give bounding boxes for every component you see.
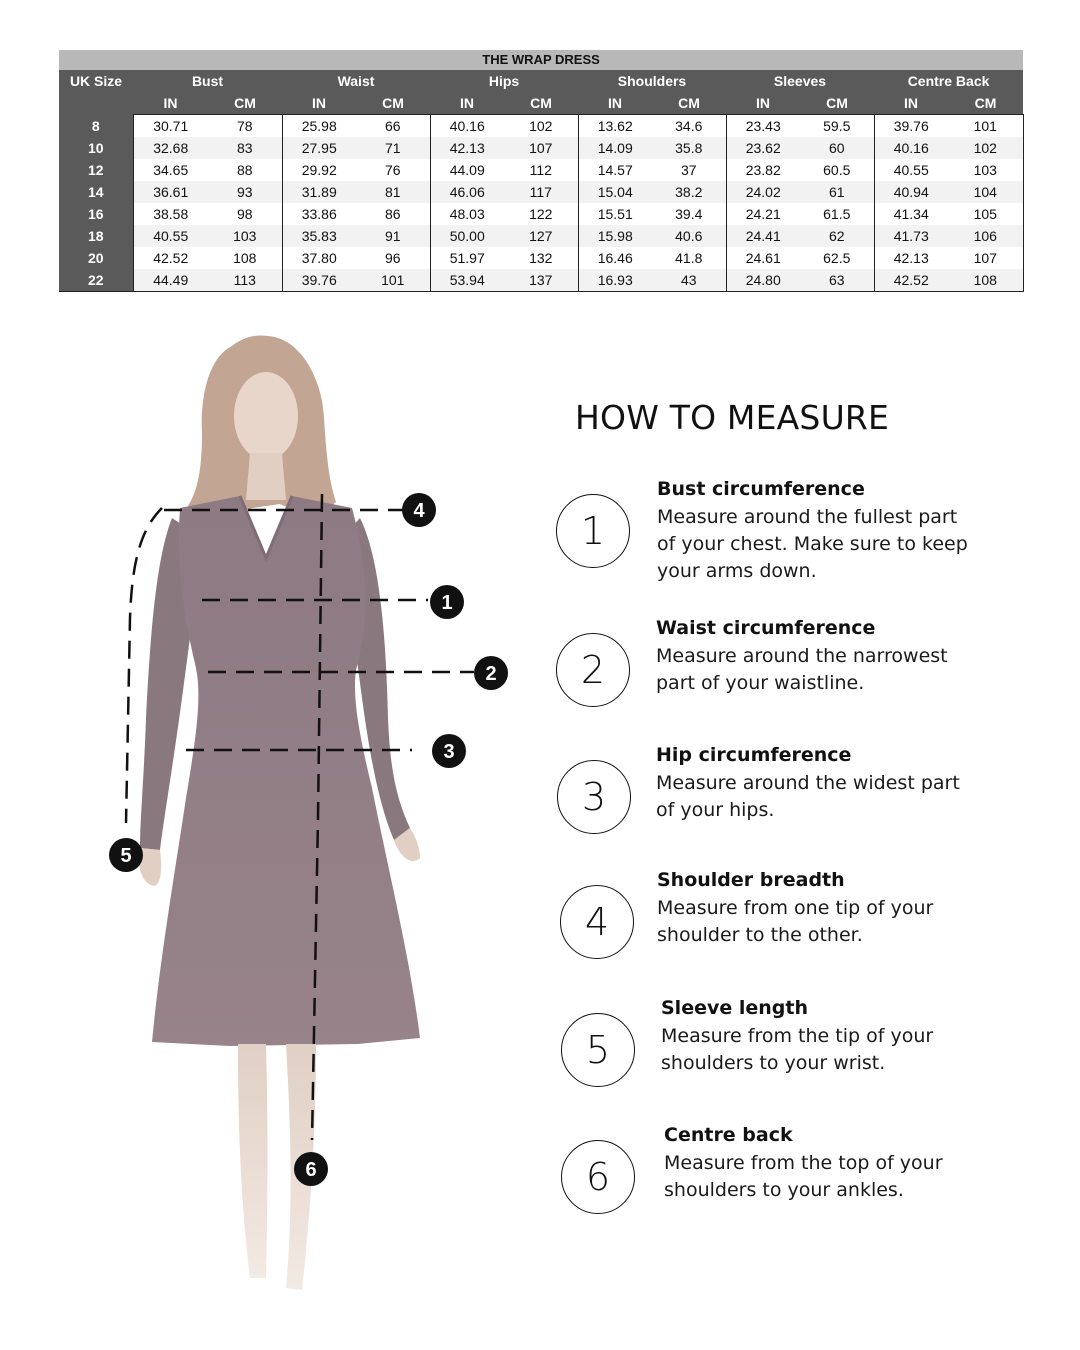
table-cell: 86 [356, 203, 430, 225]
step-number-circle: 1 [556, 494, 630, 568]
unit-header-empty [59, 92, 133, 115]
table-cell: 48.03 [430, 203, 504, 225]
table-cell: 29.92 [282, 159, 356, 181]
step-number-circle: 4 [560, 885, 634, 959]
size-chart-table [59, 50, 1024, 292]
svg-text:1: 1 [441, 592, 453, 614]
table-cell: 15.98 [578, 225, 652, 247]
table-cell: 122 [504, 203, 578, 225]
table-cell: 24.80 [726, 269, 800, 292]
unit-in-header: IN [133, 92, 208, 115]
table-cell: 98 [208, 203, 282, 225]
table-cell: 51.97 [430, 247, 504, 269]
table-row [59, 203, 1023, 225]
svg-text:6: 6 [305, 1159, 317, 1181]
table-cell: 25.98 [282, 115, 356, 138]
table-cell: 88 [208, 159, 282, 181]
table-cell: 61 [800, 181, 874, 203]
table-cell: 66 [356, 115, 430, 138]
table-cell: 60.5 [800, 159, 874, 181]
marker-1 [430, 585, 464, 619]
size-cell: 18 [59, 225, 133, 247]
table-cell: 50.00 [430, 225, 504, 247]
marker-4 [402, 493, 436, 527]
table-cell: 96 [356, 247, 430, 269]
table-cell: 41.8 [652, 247, 726, 269]
unit-in-header: IN [430, 92, 504, 115]
table-cell: 63 [800, 269, 874, 292]
hips-header: Hips [430, 70, 578, 92]
table-cell: 93 [208, 181, 282, 203]
table-cell: 42.13 [874, 247, 948, 269]
table-cell: 104 [948, 181, 1023, 203]
unit-cm-header: CM [800, 92, 874, 115]
marker-6 [294, 1152, 328, 1186]
table-row [59, 159, 1023, 181]
step-hip [557, 744, 1027, 870]
table-cell: 40.6 [652, 225, 726, 247]
table-cell: 117 [504, 181, 578, 203]
table-cell: 101 [948, 115, 1023, 138]
table-cell: 76 [356, 159, 430, 181]
step-title: Sleeve length [661, 997, 808, 1019]
table-cell: 71 [356, 137, 430, 159]
table-cell: 15.04 [578, 181, 652, 203]
table-cell: 112 [504, 159, 578, 181]
table-cell: 35.8 [652, 137, 726, 159]
table-cell: 62 [800, 225, 874, 247]
step-sleeve [561, 997, 1031, 1123]
table-cell: 78 [208, 115, 282, 138]
table-cell: 107 [504, 137, 578, 159]
table-cell: 137 [504, 269, 578, 292]
size-cell: 8 [59, 115, 133, 138]
table-row [59, 269, 1023, 292]
step-bust [556, 478, 1026, 604]
table-cell: 32.68 [133, 137, 208, 159]
table-cell: 40.16 [430, 115, 504, 138]
table-cell: 13.62 [578, 115, 652, 138]
table-cell: 61.5 [800, 203, 874, 225]
uk-size-header: UK Size [59, 70, 133, 92]
table-cell: 42.52 [133, 247, 208, 269]
table-cell: 23.43 [726, 115, 800, 138]
step-description: Measure from the top of your shoulders to your ankles. [664, 1152, 943, 1201]
table-row [59, 225, 1023, 247]
step-title: Centre back [664, 1124, 793, 1146]
table-cell: 34.65 [133, 159, 208, 181]
step-title: Hip circumference [656, 744, 852, 766]
unit-cm-header: CM [356, 92, 430, 115]
svg-text:4: 4 [413, 500, 425, 522]
step-shoulder [560, 869, 1030, 995]
table-cell: 27.95 [282, 137, 356, 159]
marker-5 [109, 838, 143, 872]
step-description: Measure from one tip of your shoulder to the other. [657, 897, 934, 946]
unit-in-header: IN [874, 92, 948, 115]
step-description: Measure around the fullest part of your chest. Make sure to keep your arms down. [657, 506, 968, 582]
table-cell: 60 [800, 137, 874, 159]
step-centre-back [561, 1124, 1031, 1250]
table-cell: 16.93 [578, 269, 652, 292]
table-cell: 33.86 [282, 203, 356, 225]
table-cell: 15.51 [578, 203, 652, 225]
table-cell: 43 [652, 269, 726, 292]
table-cell: 46.06 [430, 181, 504, 203]
step-title: Bust circumference [657, 478, 865, 500]
table-title: THE WRAP DRESS [59, 50, 1023, 70]
dress-figure-illustration [90, 318, 530, 1350]
centre-back-header: Centre Back [874, 70, 1023, 92]
table-cell: 105 [948, 203, 1023, 225]
size-cell: 16 [59, 203, 133, 225]
step-number-circle: 6 [561, 1140, 635, 1214]
table-cell: 14.57 [578, 159, 652, 181]
table-cell: 34.6 [652, 115, 726, 138]
step-number-circle: 3 [557, 760, 631, 834]
marker-3 [432, 734, 466, 768]
table-cell: 101 [356, 269, 430, 292]
size-cell: 20 [59, 247, 133, 269]
step-description: Measure from the tip of your shoulders to your wrist. [661, 1025, 934, 1074]
table-cell: 103 [948, 159, 1023, 181]
table-cell: 37.80 [282, 247, 356, 269]
table-cell: 39.76 [874, 115, 948, 138]
table-cell: 41.34 [874, 203, 948, 225]
step-title: Shoulder breadth [657, 869, 845, 891]
table-cell: 102 [948, 137, 1023, 159]
step-description: Measure around the widest part of your hips. [656, 772, 960, 821]
unit-cm-header: CM [504, 92, 578, 115]
table-cell: 38.2 [652, 181, 726, 203]
table-cell: 40.16 [874, 137, 948, 159]
unit-cm-header: CM [208, 92, 282, 115]
table-cell: 44.09 [430, 159, 504, 181]
step-title: Waist circumference [656, 617, 876, 639]
step-waist [556, 617, 1026, 743]
table-cell: 108 [948, 269, 1023, 292]
table-cell: 42.13 [430, 137, 504, 159]
table-cell: 91 [356, 225, 430, 247]
table-cell: 24.41 [726, 225, 800, 247]
table-cell: 41.73 [874, 225, 948, 247]
how-to-measure-title: HOW TO MEASURE [575, 398, 890, 437]
table-cell: 35.83 [282, 225, 356, 247]
table-cell: 108 [208, 247, 282, 269]
table-cell: 39.4 [652, 203, 726, 225]
table-cell: 53.94 [430, 269, 504, 292]
table-cell: 103 [208, 225, 282, 247]
table-cell: 31.89 [282, 181, 356, 203]
table-cell: 37 [652, 159, 726, 181]
size-cell: 12 [59, 159, 133, 181]
table-cell: 127 [504, 225, 578, 247]
sleeves-header: Sleeves [726, 70, 874, 92]
table-row [59, 137, 1023, 159]
shoulders-header: Shoulders [578, 70, 726, 92]
table-row [59, 247, 1023, 269]
table-cell: 23.82 [726, 159, 800, 181]
step-description: Measure around the narrowest part of your waistline. [656, 645, 948, 694]
table-row [59, 181, 1023, 203]
table-cell: 36.61 [133, 181, 208, 203]
table-cell: 14.09 [578, 137, 652, 159]
table-row [59, 115, 1023, 138]
table-cell: 44.49 [133, 269, 208, 292]
step-number-circle: 5 [561, 1013, 635, 1087]
size-cell: 14 [59, 181, 133, 203]
table-cell: 40.55 [874, 159, 948, 181]
table-cell: 59.5 [800, 115, 874, 138]
table-cell: 102 [504, 115, 578, 138]
unit-in-header: IN [578, 92, 652, 115]
table-cell: 107 [948, 247, 1023, 269]
size-cell: 10 [59, 137, 133, 159]
table-cell: 30.71 [133, 115, 208, 138]
table-cell: 113 [208, 269, 282, 292]
table-cell: 16.46 [578, 247, 652, 269]
svg-text:2: 2 [485, 663, 497, 685]
unit-in-header: IN [726, 92, 800, 115]
table-cell: 83 [208, 137, 282, 159]
waist-header: Waist [282, 70, 430, 92]
size-cell: 22 [59, 269, 133, 292]
table-cell: 39.76 [282, 269, 356, 292]
table-cell: 23.62 [726, 137, 800, 159]
table-cell: 42.52 [874, 269, 948, 292]
svg-text:5: 5 [120, 845, 132, 867]
table-cell: 106 [948, 225, 1023, 247]
unit-cm-header: CM [652, 92, 726, 115]
step-number-circle: 2 [556, 633, 630, 707]
unit-in-header: IN [282, 92, 356, 115]
table-cell: 40.55 [133, 225, 208, 247]
bust-header: Bust [133, 70, 282, 92]
table-cell: 62.5 [800, 247, 874, 269]
table-cell: 81 [356, 181, 430, 203]
table-cell: 40.94 [874, 181, 948, 203]
table-cell: 132 [504, 247, 578, 269]
table-cell: 24.21 [726, 203, 800, 225]
unit-cm-header: CM [948, 92, 1023, 115]
table-cell: 24.61 [726, 247, 800, 269]
table-cell: 24.02 [726, 181, 800, 203]
marker-2 [474, 656, 508, 690]
table-cell: 38.58 [133, 203, 208, 225]
svg-text:3: 3 [443, 741, 455, 763]
